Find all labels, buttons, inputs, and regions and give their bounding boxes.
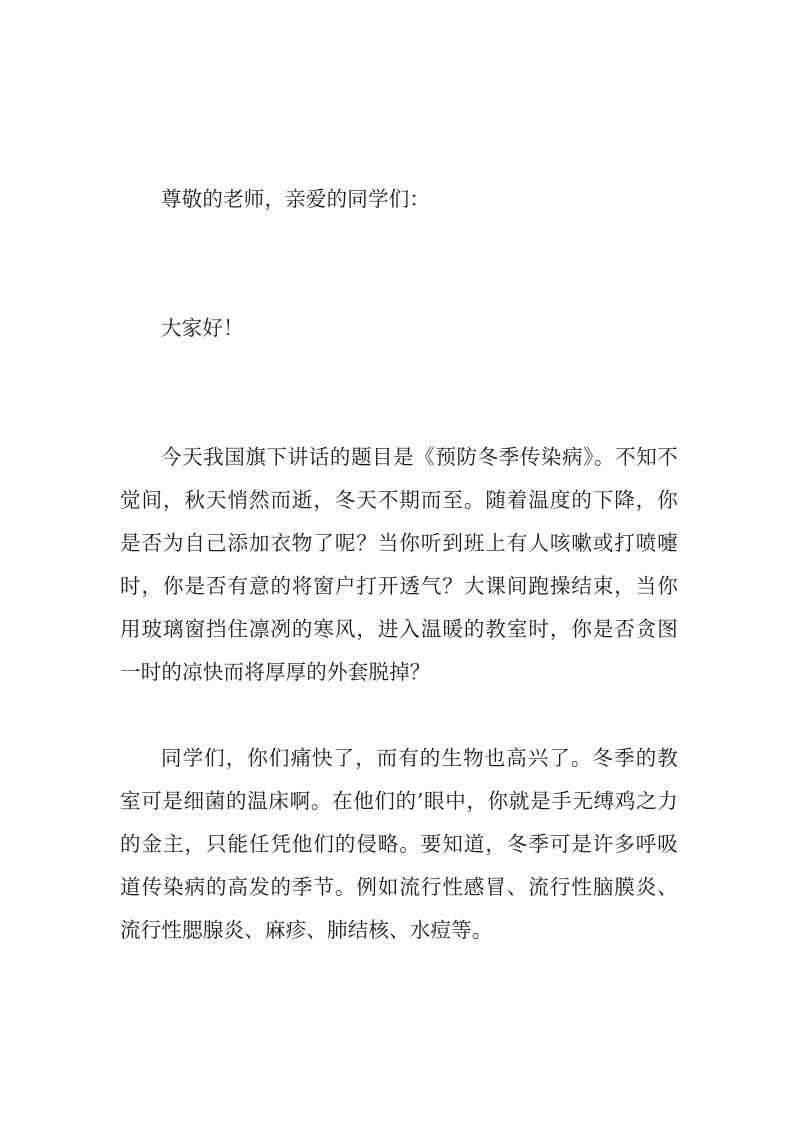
document-text-body bbox=[120, 178, 678, 952]
blank-line-spacer-3 bbox=[120, 694, 678, 737]
salutation-line: 尊敬的老师，亲爱的同学们： bbox=[161, 187, 431, 211]
greeting-line: 大家好！ bbox=[161, 316, 244, 340]
blank-line-spacer-1 bbox=[120, 221, 678, 307]
body-paragraph-2: 同学们，你们痛快了，而有的生物也高兴了。冬季的教室可是细菌的温床啊。在他们的’眼中，你就是手无缚鸡之力的金主，只能任凭他们的侵略。要知道，冬季可是许多呼吸道传染病的高发的季节。例如流行性感冒、流行性脑膜炎、流行性腮腺炎、麻疹、肺结核、水痘等。 bbox=[120, 746, 678, 942]
blank-line-spacer-2 bbox=[120, 350, 678, 436]
body-paragraph-1: 今天我国旗下讲话的题目是《预防冬季传染病》。不知不觉间，秋天悄然而逝，冬天不期而至。随着温度的下降，你是否为自己添加衣物了呢？当你听到班上有人咳嗽或打喷嚏时，你是否有意的将窗户打开透气？大课间跑操结束，当你用玻璃窗挡住凛冽的寒风，进入温暖的教室时，你是否贪图一时的凉快而将厚厚的外套脱掉？ bbox=[120, 445, 678, 684]
